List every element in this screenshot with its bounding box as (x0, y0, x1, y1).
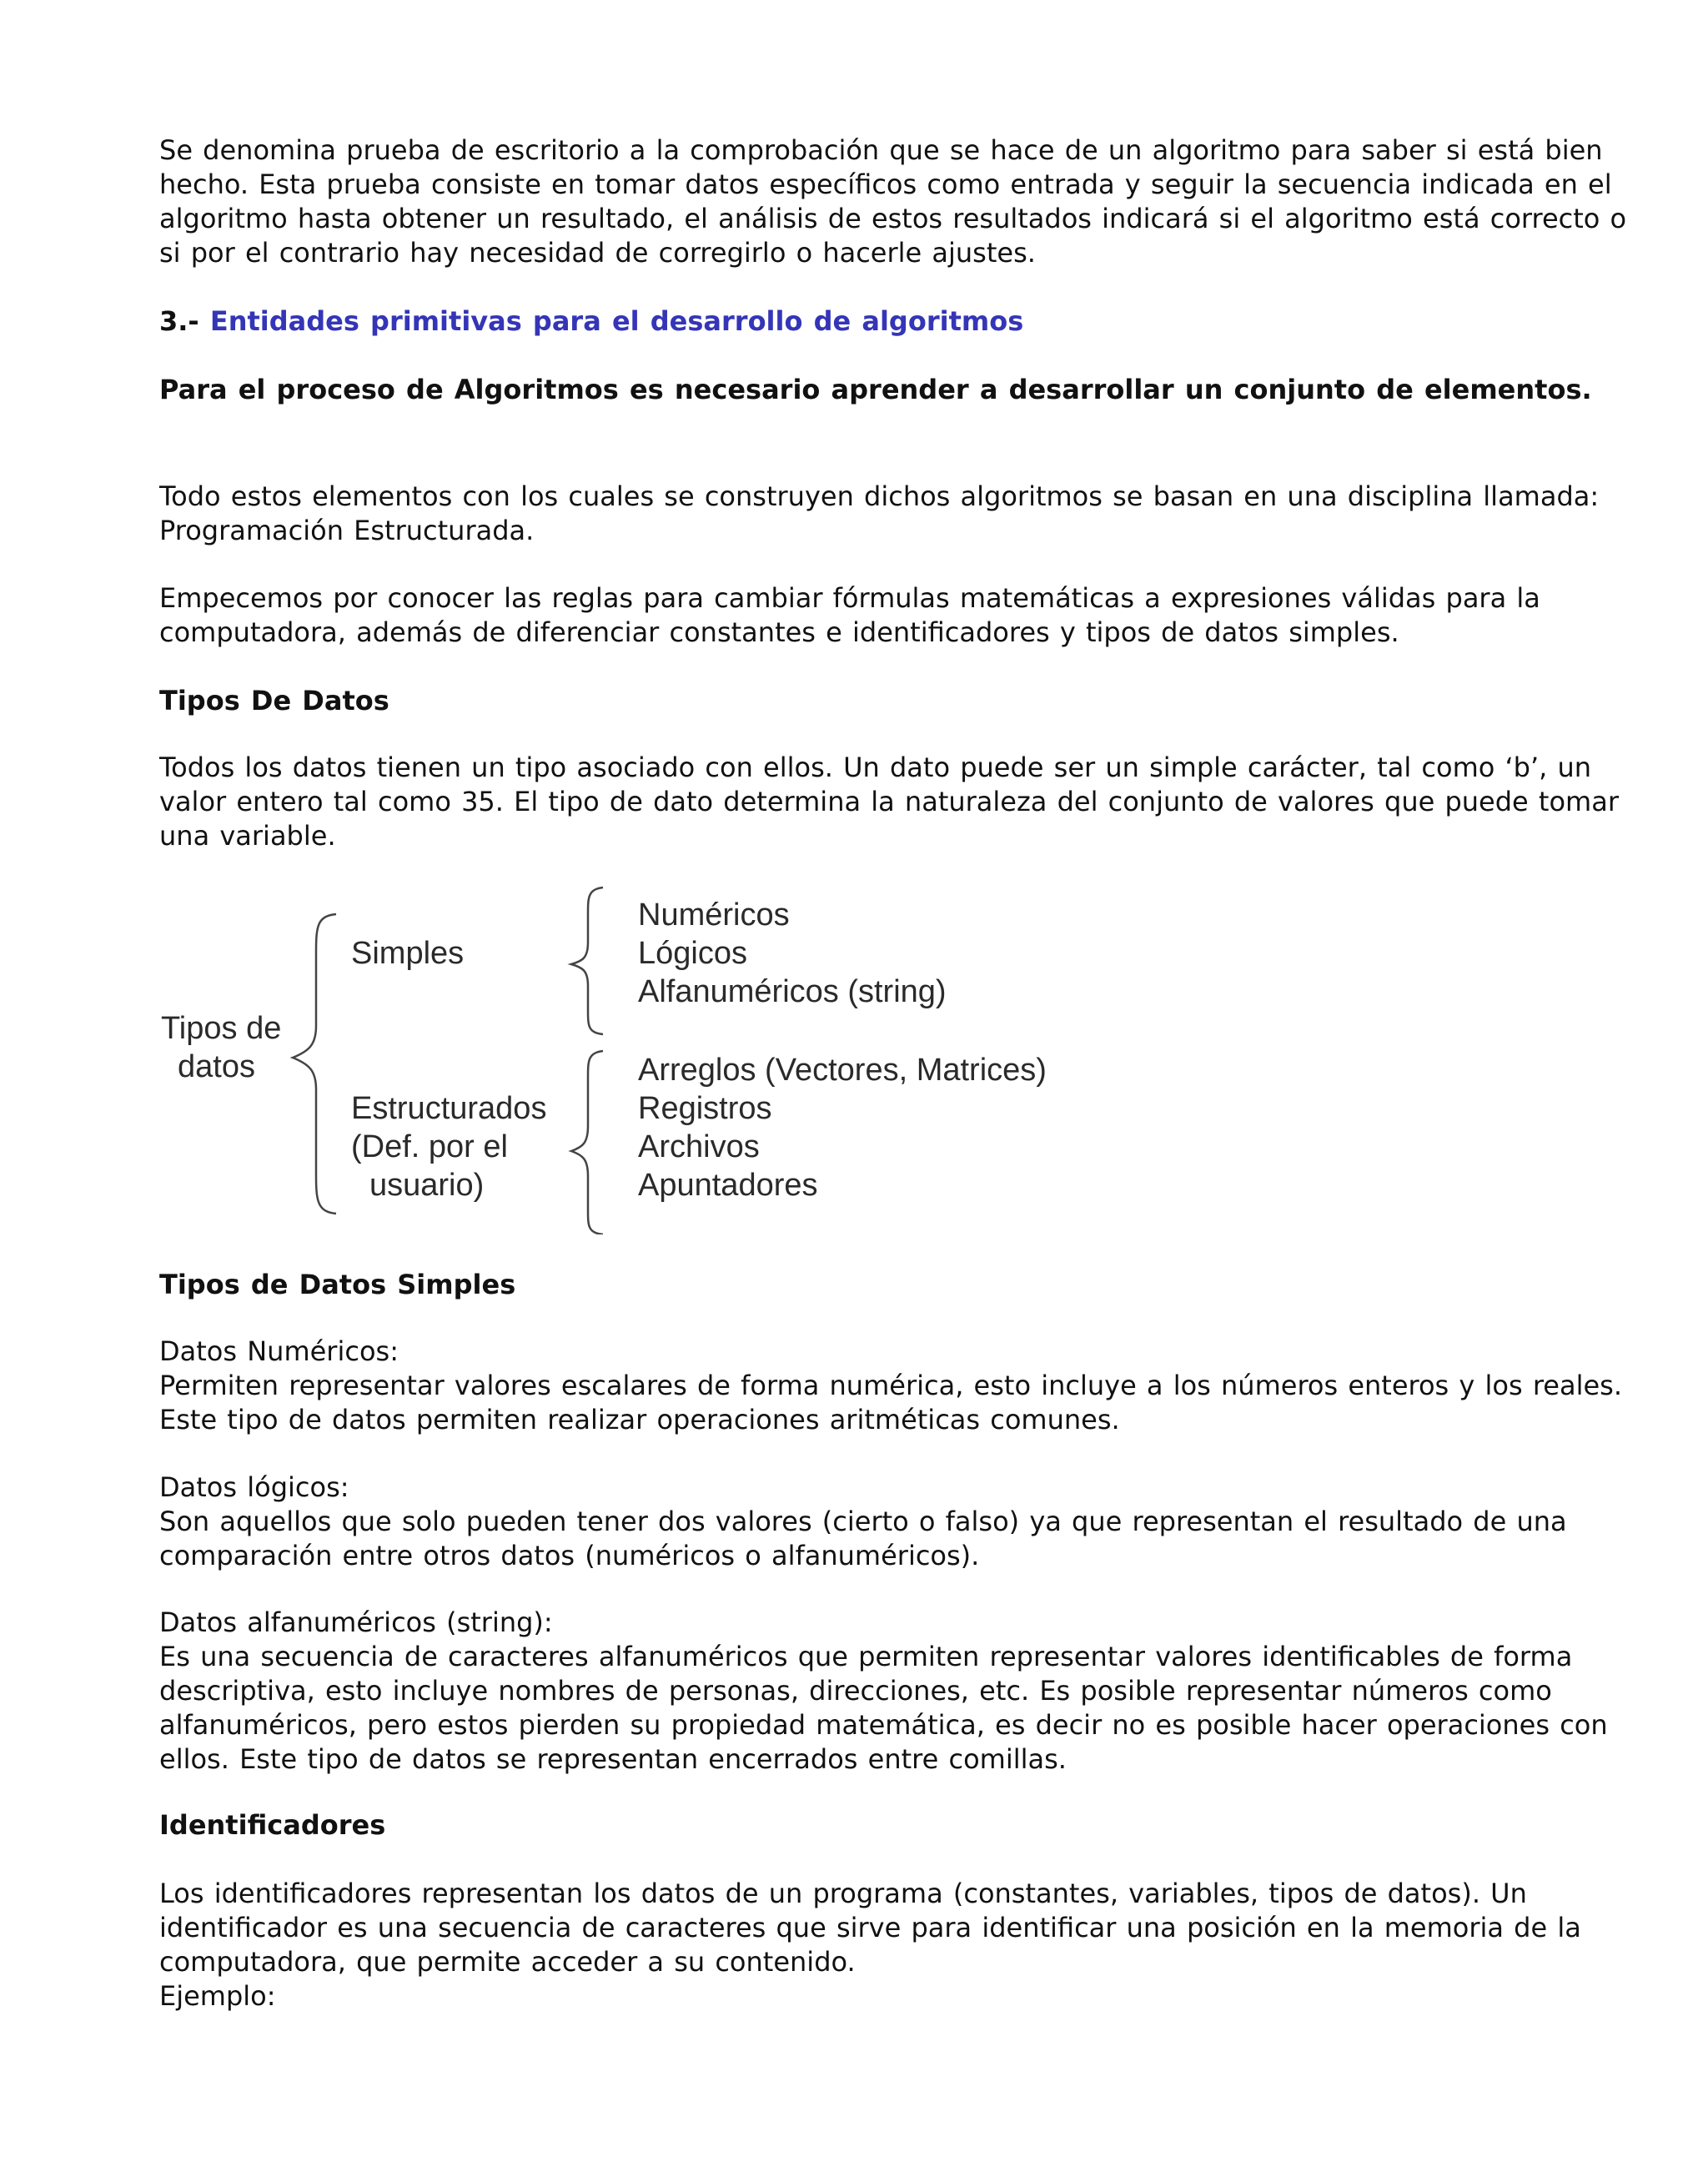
tipos-de-datos-diagram (154, 884, 1155, 1234)
ejemplo-label: Ejemplo: (159, 1980, 276, 2012)
datos-numericos-title: Datos Numéricos: (159, 1335, 399, 1367)
main-brace (293, 914, 336, 1214)
heading-identificadores: Identificadores (159, 1809, 386, 1841)
root-label-line2: datos (178, 1049, 255, 1084)
section-heading (159, 304, 1627, 339)
simples-brace (571, 887, 603, 1034)
estructurados-label-line2: (Def. por el (351, 1129, 508, 1164)
paragraph-programacion-estructurada: Todo estos elementos con los cuales se construyen dichos algoritmos se basan en una disciplina llamada: Programación Estructurada. (159, 480, 1600, 546)
estructurados-item: Registros (638, 1091, 772, 1126)
estructurados-label-line3: usuario) (369, 1168, 485, 1203)
simples-item: Numéricos (638, 897, 790, 933)
estructurados-item: Archivos (638, 1129, 760, 1164)
intro-bold-text: Para el proceso de Algoritmos es necesario aprender a desarrollar un conjunto de elementos. (159, 374, 1592, 405)
heading-tipos-datos-simples: Tipos de Datos Simples (159, 1269, 516, 1300)
simples-label: Simples (351, 936, 465, 971)
paragraph-reglas: Empecemos por conocer las reglas para cambiar fórmulas matemáticas a expresiones válidas para la computadora, además de diferenciar constantes e identificadores y tipos de datos simples. (159, 582, 1540, 648)
section-title: Entidades primitivas para el desarrollo de algoritmos (209, 305, 1024, 337)
estructurados-item: Arreglos (Vectores, Matrices) (638, 1053, 1047, 1088)
datos-logicos-title: Datos lógicos: (159, 1471, 349, 1503)
estructurados-label-line1: Estructurados (351, 1091, 547, 1126)
identificadores-text: Los identificadores representan los datos de un programa (constantes, variables, tipos de datos). Un identificador es una secuencia de caracteres que sirve para identificar una posición en la memoria de la computadora, que permite acceder a su contenido. (159, 1878, 1581, 1978)
estructurados-item: Apuntadores (638, 1168, 818, 1203)
datos-logicos-text: Son aquellos que solo pueden tener dos valores (cierto o falso) ya que representan el resultado de una comparación entre otros datos (numéricos o alfanuméricos). (159, 1506, 1567, 1571)
heading-tipos-de-datos: Tipos De Datos (159, 685, 389, 716)
datos-alfanumericos-text: Es una secuencia de caracteres alfanuméricos que permiten representar valores identificables de forma descriptiva, esto incluye nombres de personas, direcciones, etc. Es posible representar números como alfanuméricos, pero estos pierden su propiedad matemática, es decir no es posible hacer operaciones con ellos. Este tipo de datos se representan encerrados entre comillas. (159, 1641, 1608, 1775)
paragraph-prueba-escritorio: Se denomina prueba de escritorio a la comprobación que se hace de un algoritmo para saber si está bien hecho. Esta prueba consiste en tomar datos específicos como entrada y seguir la secuencia indicada en el algoritmo hasta obtener un resultado, el análisis de estos resultados indicará si el algoritmo está correcto o si por el contrario hay necesidad de corregirlo o hacerle ajustes. (159, 134, 1627, 269)
root-label-line1: Tipos de (161, 1011, 282, 1046)
datos-numericos-text: Permiten representar valores escalares de forma numérica, esto incluye a los números enteros y los reales. Este tipo de datos permiten realizar operaciones aritméticas comunes. (159, 1370, 1622, 1435)
simples-item: Lógicos (638, 936, 747, 971)
estructurados-brace (571, 1051, 603, 1234)
datos-alfanumericos-title: Datos alfanuméricos (string): (159, 1606, 553, 1638)
paragraph-tipos-descripcion: Todos los datos tienen un tipo asociado con ellos. Un dato puede ser un simple carácter, tal como ‘b’, un valor entero tal como 35. El tipo de dato determina la naturaleza del conjunto de valores que puede tomar una variable. (159, 752, 1619, 852)
section-number: 3.- (159, 305, 199, 337)
simples-item: Alfanuméricos (string) (638, 974, 947, 1009)
